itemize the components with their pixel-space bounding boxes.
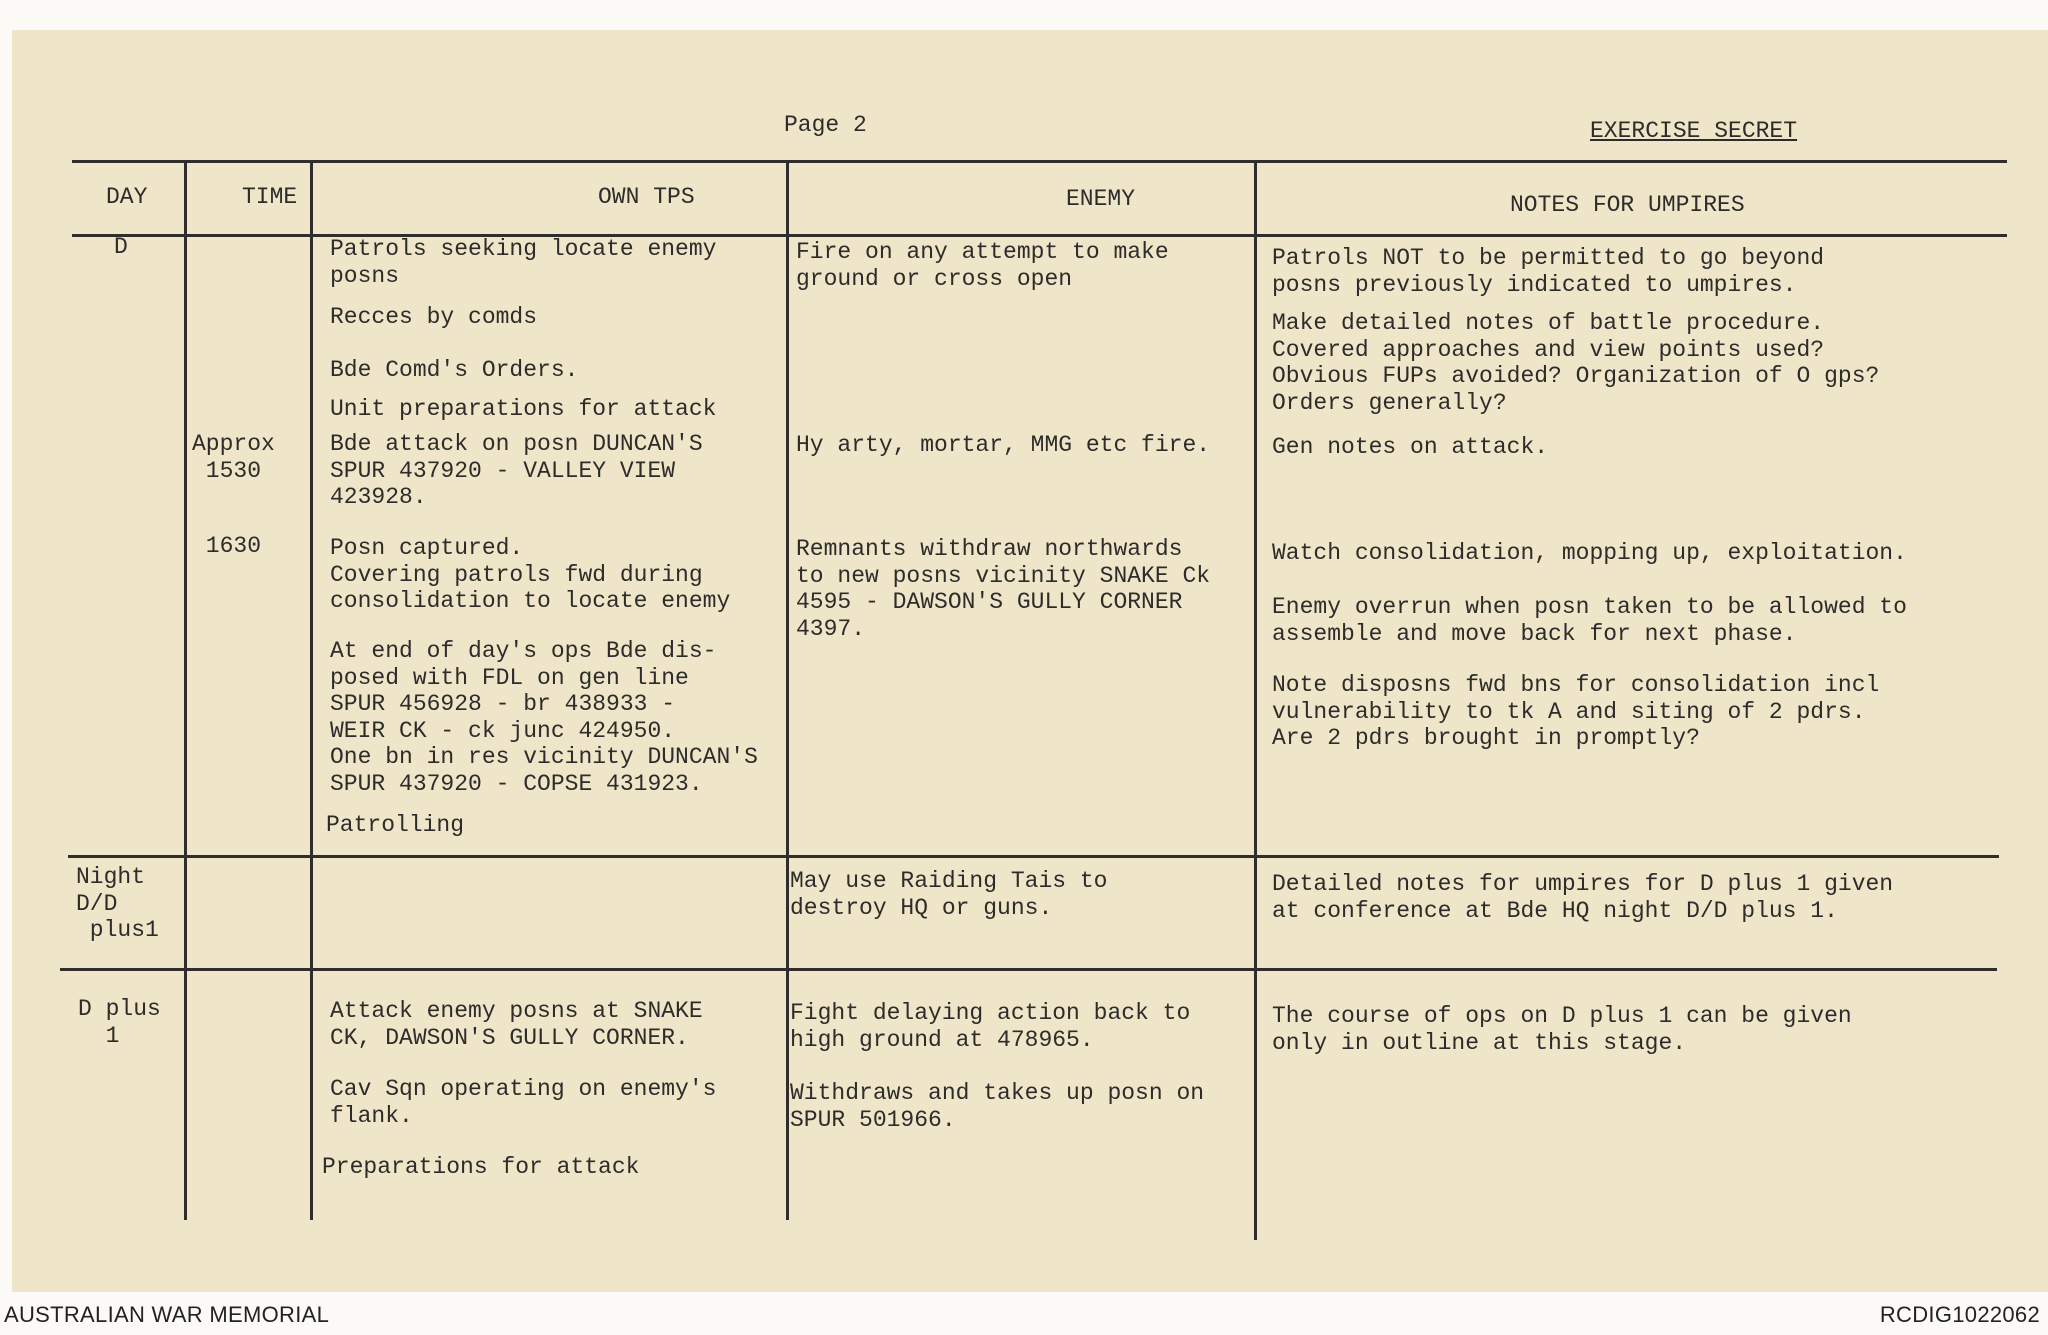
row-divider-night bbox=[68, 855, 1999, 858]
day-label-dplus1: D plus 1 bbox=[78, 996, 161, 1049]
notes-night: Detailed notes for umpires for D plus 1 given at conference at Bde HQ night D/D plus 1. bbox=[1272, 871, 1894, 924]
enemy-hy-arty: Hy arty, mortar, MMG etc fire. bbox=[796, 432, 1211, 458]
column-divider-own bbox=[786, 160, 789, 1220]
own-tps-attack-snake: Attack enemy posns at SNAKE CK, DAWSON'S GULLY CORNER. bbox=[330, 998, 703, 1051]
enemy-delaying-action: Fight delaying action back to high ground at 478965. bbox=[790, 1000, 1191, 1053]
column-header-notes: NOTES FOR UMPIRES bbox=[1510, 192, 1745, 218]
enemy-withdraws: Withdraws and takes up posn on SPUR 501966. bbox=[790, 1080, 1205, 1133]
column-divider-time bbox=[310, 160, 313, 1220]
own-tps-bde-orders: Bde Comd's Orders. bbox=[330, 357, 579, 383]
column-header-time: TIME bbox=[242, 184, 298, 210]
own-tps-posn-captured: Posn captured. Covering patrols fwd during consolidation to locate enemy bbox=[330, 535, 731, 614]
column-divider-enemy bbox=[1254, 160, 1257, 1240]
enemy-fire: Fire on any attempt to make ground or cross open bbox=[796, 239, 1169, 292]
day-label-night: Night D/D plus1 bbox=[76, 864, 159, 943]
notes-consolidation: Watch consolidation, mopping up, exploitation. bbox=[1272, 540, 1907, 566]
own-tps-patrols: Patrols seeking locate enemy posns bbox=[330, 236, 717, 289]
column-divider-day bbox=[184, 160, 187, 1220]
own-tps-unit-preparations: Unit preparations for attack bbox=[330, 396, 717, 422]
time-1630: 1630 bbox=[192, 533, 262, 559]
column-header-day: DAY bbox=[106, 184, 148, 210]
notes-enemy-overrun: Enemy overrun when posn taken to be allowed to assemble and move back for next phase. bbox=[1272, 594, 1907, 647]
notes-battle-procedure: Make detailed notes of battle procedure. Covered approaches and view points used? Obvious FUPs avoided? Organization of O gps? Orders generally? bbox=[1272, 310, 1880, 416]
own-tps-recces: Recces by comds bbox=[330, 304, 538, 330]
notes-disposns: Note disposns fwd bns for consolidation incl vulnerability to tk A and siting of 2 pdrs. Are 2 pdrs brought in promptly? bbox=[1272, 672, 1880, 751]
own-tps-preparations: Preparations for attack bbox=[322, 1154, 640, 1180]
notes-gen-attack: Gen notes on attack. bbox=[1272, 434, 1549, 460]
day-label-d: D bbox=[114, 234, 128, 260]
time-approx-1530: Approx 1530 bbox=[192, 431, 275, 484]
notes-dplus1-outline: The course of ops on D plus 1 can be given only in outline at this stage. bbox=[1272, 1003, 1852, 1056]
classification-label: EXERCISE SECRET bbox=[1590, 118, 1798, 144]
column-header-enemy: ENEMY bbox=[1066, 186, 1136, 212]
own-tps-patrolling: Patrolling bbox=[326, 812, 465, 838]
notes-patrols: Patrols NOT to be permitted to go beyond posns previously indicated to umpires. bbox=[1272, 245, 1825, 298]
table-top-rule bbox=[72, 160, 2007, 163]
own-tps-cav-sqn: Cav Sqn operating on enemy's flank. bbox=[330, 1076, 717, 1129]
row-divider-dplus1 bbox=[60, 968, 1997, 971]
column-header-own-tps: OWN TPS bbox=[598, 184, 695, 210]
page-number: Page 2 bbox=[784, 112, 867, 138]
enemy-remnants-withdraw: Remnants withdraw northwards to new posns vicinity SNAKE Ck 4595 - DAWSON'S GULLY CORNER 4397. bbox=[796, 536, 1211, 642]
own-tps-end-of-day: At end of day's ops Bde dis- posed with FDL on gen line SPUR 456928 - br 438933 - WEIR CK - ck junc 424950. One bn in res vicinity DUNCAN'S SPUR 437920 - COPSE 431923. bbox=[330, 638, 758, 797]
footer-institution: AUSTRALIAN WAR MEMORIAL bbox=[4, 1302, 330, 1327]
footer-catalogue-id: RCDIG1022062 bbox=[1879, 1302, 2040, 1327]
own-tps-bde-attack: Bde attack on posn DUNCAN'S SPUR 437920 - VALLEY VIEW 423928. bbox=[330, 431, 703, 510]
enemy-raiding: May use Raiding Tais to destroy HQ or guns. bbox=[790, 868, 1108, 921]
